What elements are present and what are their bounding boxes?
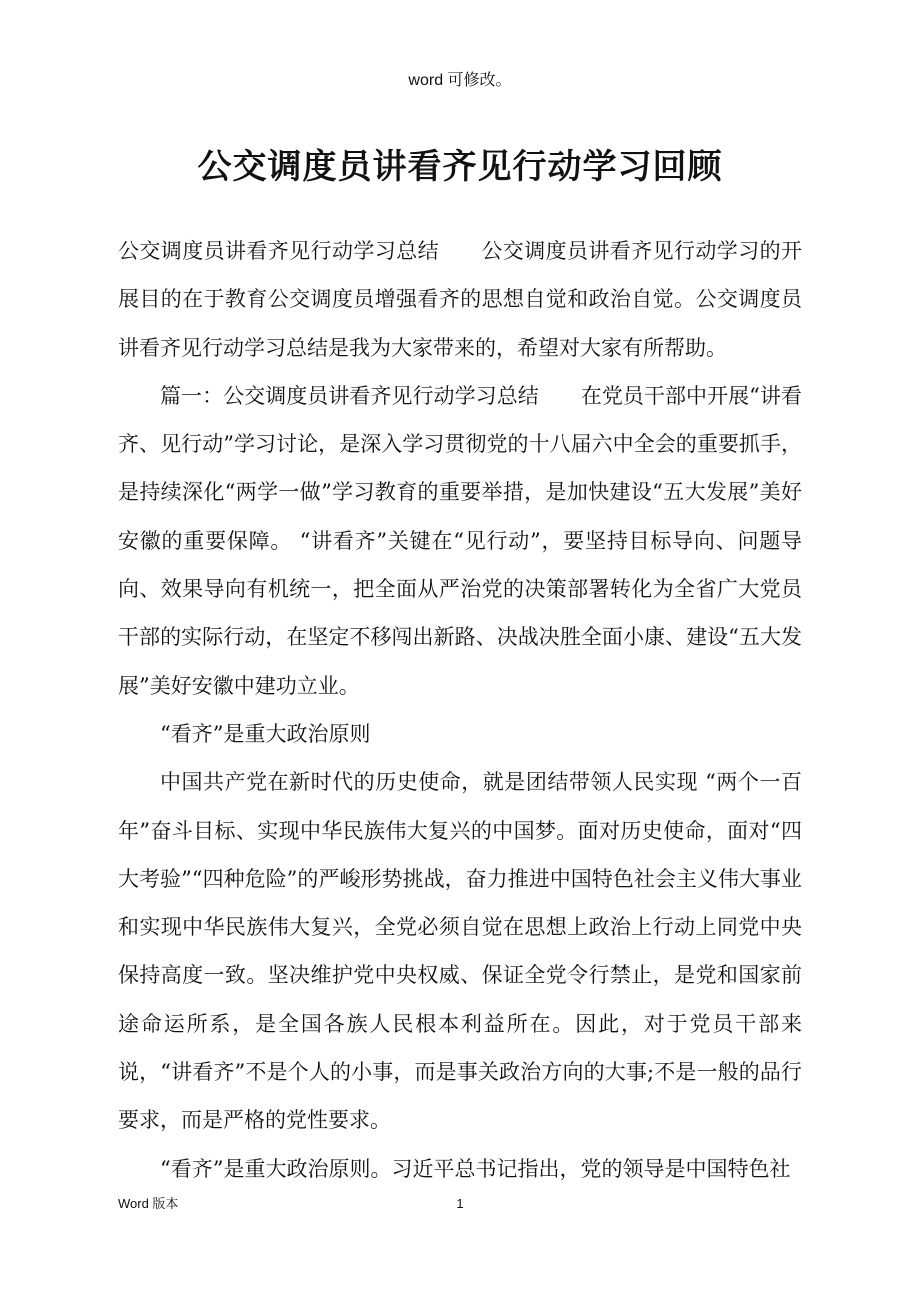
intro-paragraph [118, 227, 802, 372]
body-paragraph: “看齐”是重大政治原则。习近平总书记指出，党的领导是中国特色社 [160, 1156, 791, 1181]
header-note: word 可修改。 [408, 72, 512, 89]
section1-heading: 篇一：公交调度员讲看齐见行动学习总结 [160, 383, 539, 408]
document-body [118, 227, 802, 1193]
page-number: 1 [456, 1196, 464, 1211]
footer-label: Word 版本 [118, 1196, 179, 1211]
intro-heading: 公交调度员讲看齐见行动学习总结 [118, 239, 439, 263]
document-title: 公交调度员讲看齐见行动学习回顾 [197, 147, 723, 187]
intro-text: 公交调度员讲看齐见行动学习的开展目的在于教育公交调度员增强看齐的思想自觉和政治自觉。公交调度员讲看齐见行动学习总结是我为大家带来的，希望对大家有所帮助。 [118, 239, 802, 360]
section1-paragraph [118, 372, 802, 710]
section1-text: 在党员干部中开展“讲看齐、见行动”学习讨论，是深入学习贯彻党的十八届六中全会的重要抓手，是持续深化“两学一做”学习教育的重要举措，是加快建设“五大发展”美好安徽的重要保障。 “讲看齐”关键在“见行动”，要坚持目标导向、问题导向、效果导向有机统一，把全面从严治党的决策部署转化为全省广大党员干部的实际行动，在坚定不移闯出新路、决战决胜全面小康、建设“五大发展”美好安徽中建功立业。 [118, 383, 802, 698]
body-paragraph: 中国共产党在新时代的历史使命，就是团结带领人民实现 “两个一百年”奋斗目标、实现中华民族伟大复兴的中国梦。面对历史使命，面对“四大考验”“四种危险”的严峻形势挑战，奋力推进中国特色社会主义伟大事业和实现中华民族伟大复兴，全党必须自觉在思想上政治上行动上同党中央保持高度一致。坚决维护党中央权威、保证全党令行禁止，是党和国家前途命运所系，是全国各族人民根本利益所在。因此，对于党员干部来说，“讲看齐”不是个人的小事，而是事关政治方向的大事;不是一般的品行要求，而是严格的党性要求。 [118, 770, 802, 1133]
subheading-paragraph: “看齐”是重大政治原则 [160, 721, 371, 746]
